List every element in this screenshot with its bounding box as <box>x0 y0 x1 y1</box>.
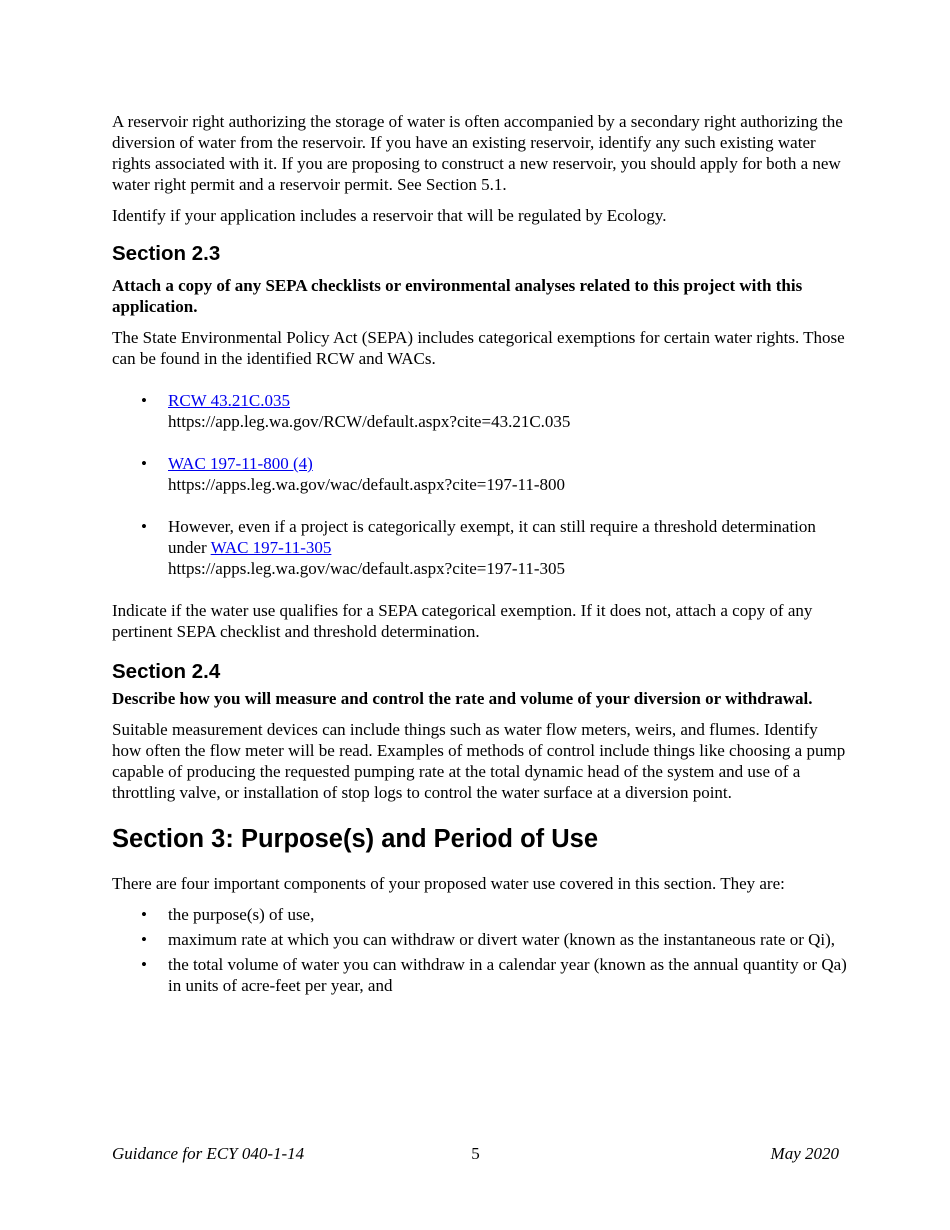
bullet-icon: • <box>141 955 147 974</box>
footer-date: May 2020 <box>770 1144 839 1163</box>
section-2-4-text: Suitable measurement devices can include things such as water flow meters, weirs, and flumes. Identify how often the flow meter will be read. Examples of methods of control include things like choosing a pump capable of producing the requested pumping rate at the total dynamic head of the system and use of a throttling valve, or installation of stop logs to control the water surface at a diversion point. <box>112 720 846 802</box>
reservoir-paragraph: A reservoir right authorizing the storage of water is often accompanied by a secondary right authorizing the diversion of water from the reservoir. If you have an existing reservoir, identify any such existing water rights associated with it. If you are proposing to construct a new reservoir, you should apply for both a new water right permit and a reservoir permit. See Section 5.1. <box>112 112 843 194</box>
bullet-icon: • <box>141 930 147 949</box>
section-3-intro: There are four important components of your proposed water use covered in this section. They are: <box>112 874 785 893</box>
rcw-43-21c-035-link[interactable]: RCW 43.21C.035 <box>168 391 291 410</box>
wac-197-11-305-link[interactable]: WAC 197-11-305 <box>210 538 332 557</box>
reservoir-identify-paragraph: Identify if your application includes a reservoir that will be regulated by Ecology. <box>112 206 667 225</box>
section-2-3-text: The State Environmental Policy Act (SEPA) includes categorical exemptions for certain water rights. Those can be found in the identified RCW and WACs. <box>112 328 845 368</box>
page-footer <box>112 1143 839 1164</box>
sepa-exemption-paragraph: Indicate if the water use qualifies for a SEPA categorical exemption. If it does not, attach a copy of any pertinent SEPA checklist and threshold determination. <box>112 601 813 641</box>
list-item <box>112 904 850 925</box>
threshold-text: However, even if a project is categorically exempt, it can still require a threshold determination under <box>168 517 816 557</box>
bullet-icon: • <box>141 454 147 473</box>
document-page <box>112 111 850 996</box>
section-2-4-heading: Section 2.4 <box>112 660 221 683</box>
page-number: 5 <box>471 1144 480 1163</box>
section-2-4-instruction: Describe how you will measure and control the rate and volume of your diversion or withdrawal. <box>112 689 813 708</box>
bullet-icon: • <box>141 905 147 924</box>
footer-document-title: Guidance for ECY 040-1-14 <box>112 1144 305 1163</box>
list-item-text: maximum rate at which you can withdraw or divert water (known as the instantaneous rate or Qi), <box>168 930 836 949</box>
section-2-3-instruction: Attach a copy of any SEPA checklists or environmental analyses related to this project with this application. <box>112 276 803 316</box>
list-item <box>112 390 850 432</box>
section-2-3-heading: Section 2.3 <box>112 242 221 265</box>
wac-800-url-text: https://apps.leg.wa.gov/wac/default.aspx?cite=197-11-800 <box>168 475 566 494</box>
wac-197-11-800-link[interactable]: WAC 197-11-800 (4) <box>168 454 313 473</box>
bullet-icon: • <box>141 391 147 410</box>
bullet-icon: • <box>141 517 147 536</box>
list-item <box>112 516 850 579</box>
list-item-text: the purpose(s) of use, <box>168 905 315 924</box>
rcw-url-text: https://app.leg.wa.gov/RCW/default.aspx?cite=43.21C.035 <box>168 412 571 431</box>
list-item-text: the total volume of water you can withdraw in a calendar year (known as the annual quantity or Qa) in units of acre-feet per year, and <box>168 955 847 995</box>
list-item <box>112 453 850 495</box>
list-item <box>112 954 850 996</box>
sepa-reference-list <box>112 390 850 579</box>
section-3-heading: Section 3: Purpose(s) and Period of Use <box>112 825 599 853</box>
list-item <box>112 929 850 950</box>
wac-305-url-text: https://apps.leg.wa.gov/wac/default.aspx?cite=197-11-305 <box>168 559 566 578</box>
components-list <box>112 904 850 996</box>
